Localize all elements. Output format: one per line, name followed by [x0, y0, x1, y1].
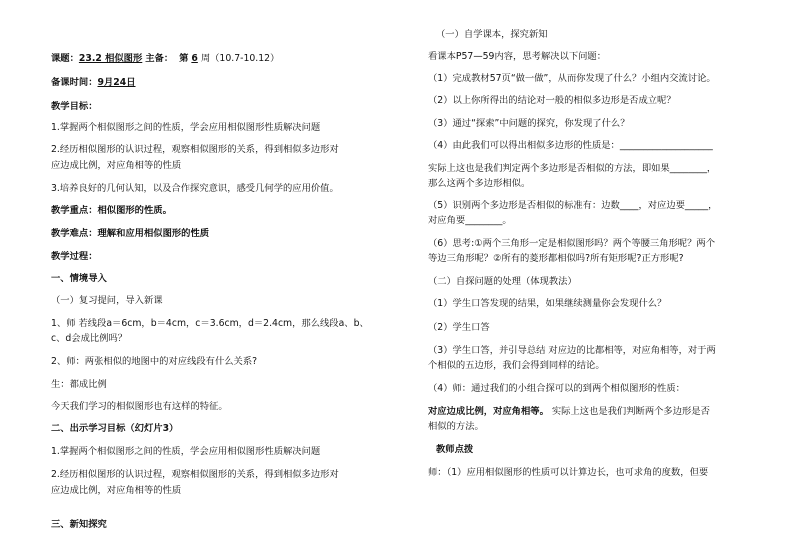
week-prefix: 第 — [179, 53, 189, 64]
week-suffix: 周（10.7-10.12） — [200, 53, 280, 64]
topic-value: 23.2 相似图形 — [78, 53, 143, 64]
objective-1: 1.掌握两个相似图形之间的性质，学会应用相似图形性质解决问题 — [51, 122, 321, 133]
topic-label: 课题： — [51, 53, 79, 64]
week-number: 6 — [191, 53, 198, 64]
objective-3: 3.培养良好的几何认知，以及合作探究意识，感受几何学的应用价值。 — [51, 183, 339, 194]
answer-3-line-1: （3）学生口答，并引导总结 对应边的比都相等，对应角相等，对于两 — [428, 345, 716, 356]
section-2-heading: 二、出示学习目标（幻灯片3） — [51, 423, 179, 434]
goal-2-line-1: 2.经历相似图形的认识过程，观察相似图形的关系，得到相似多边形对 — [51, 469, 339, 480]
teacher-guidance-text: 师：（1）应用相似图形的性质可以计算边长，也可求角的度数，但要 — [428, 467, 709, 478]
question-r2: （2）以上你所得出的结论对一般的相似多边形是否成立呢？ — [428, 95, 676, 106]
goal-2-line-2: 应边成比例，对应角相等的性质 — [51, 485, 182, 496]
student-answer: 生：都成比例 — [51, 379, 107, 390]
question-r1: （1）完成教材57页“做一做”，从而你发现了什么？小组内交流讨论。 — [428, 73, 716, 84]
section-3-heading: 三、新知探究 — [51, 519, 107, 530]
question-r4: （4）由此我们可以得出相似多边形的性质是：____________________ — [428, 140, 713, 151]
teacher-guidance-heading: 教师点拨 — [436, 444, 474, 455]
method-line-1: 实际上这也是我们判定两个多边形是否相似的方法，即如果________， — [428, 163, 717, 174]
question-r3: （3）通过“探索”中问题的探究，你发现了什么？ — [428, 118, 630, 129]
section-1-heading: 一、情境导入 — [51, 273, 107, 284]
prep-time — [51, 76, 136, 89]
goal-1: 1.掌握两个相似图形之间的性质，学会应用相似图形性质解决问题 — [51, 446, 321, 457]
answer-2: （2）学生口答 — [428, 322, 490, 333]
question-1-line-1: 1、师 若线段a＝6cm，b＝4cm，c＝3.6cm，d＝2.4cm，那么线段a、b、 — [51, 318, 369, 329]
prep-time-label: 备课时间： — [51, 77, 98, 88]
key-points: 教学重点：相似图形的性质。 — [51, 205, 172, 216]
answer-1: （1）学生口答发现的结果，如果继续测量你会发现什么？ — [428, 298, 667, 309]
subsection-problem-handling: （二）自探问题的处理（体现教法） — [428, 276, 577, 287]
answer-3-line-2: 个相似的五边形，我们会得到同样的结论。 — [428, 360, 605, 371]
method-line-2: 那么这两个多边形相似。 — [428, 178, 531, 189]
prep-time-value: 9月24日 — [97, 77, 136, 88]
section-process: 教学过程： — [51, 251, 98, 262]
section-objectives: 教学目标： — [51, 101, 98, 112]
property-note: 实际上这也是我们判断两个多边形是否 — [551, 406, 710, 417]
preparer-label: 主备： — [145, 53, 174, 64]
subsection-self-study: （一）自学课本，探究新知 — [436, 29, 548, 40]
subsection-review: （一）复习提问，导入新课 — [51, 295, 163, 306]
objective-2-line-1: 2.经历相似图形的认识过程，观察相似图形的关系，得到相似多边形对 — [51, 144, 339, 155]
property-line-2: 相似的方法。 — [428, 421, 484, 432]
question-1-line-2: c、d会成比例吗？ — [51, 333, 128, 344]
read-textbook: 看课本P57—59内容，思考解决以下问题： — [428, 51, 607, 62]
question-2: 2、师：两张相似的地图中的对应线段有什么关系? — [51, 356, 258, 367]
difficult-points: 教学难点：理解和应用相似图形的性质 — [51, 228, 210, 239]
lesson-header — [51, 52, 279, 65]
question-r5-line-2: 对应角要________。 — [428, 215, 512, 226]
answer-4: （4）师：通过我们的小组合探可以的到两个相似图形的性质： — [428, 383, 685, 394]
objective-2-line-2: 应边成比例，对应角相等的性质 — [51, 160, 182, 171]
intro-statement: 今天我们学习的相似图形也有这样的特征。 — [51, 401, 228, 412]
question-r5-line-1: （5）识别两个多边形是否相似的标准有：边数____，对应边要_____， — [428, 200, 718, 211]
property-statement: 对应边成比例，对应角相等。 — [428, 406, 549, 417]
question-r6-line-1: （6）思考:①两个三角形一定是相似图形吗？两个等腰三角形呢？两个 — [428, 238, 715, 249]
question-r6-line-2: 等边三角形呢？②所有的菱形都相似吗?所有矩形呢?正方形呢? — [428, 253, 684, 264]
property-line-1 — [428, 405, 710, 418]
